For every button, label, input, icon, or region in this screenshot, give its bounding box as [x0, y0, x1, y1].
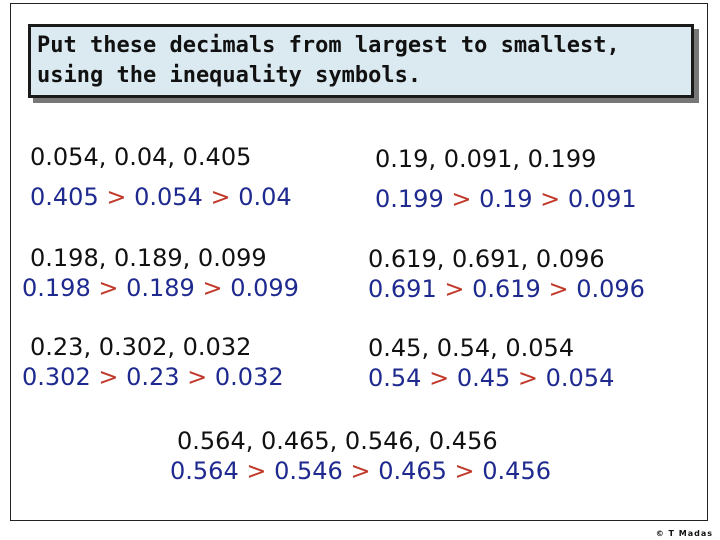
ordered-value: 0.405: [30, 183, 99, 211]
problem-question: 0.23, 0.302, 0.032: [30, 333, 252, 361]
copyright-label: © T Madas: [655, 529, 713, 538]
problem-question: 0.19, 0.091, 0.199: [375, 145, 597, 173]
problem-7: [170, 426, 551, 486]
ordered-value: 0.189: [126, 274, 195, 302]
ordered-value: 0.691: [368, 275, 437, 303]
greater-than-symbol: >: [342, 457, 379, 485]
ordered-value: 0.054: [545, 364, 615, 392]
ordered-value: 0.546: [274, 457, 343, 485]
ordered-value: 0.096: [576, 275, 645, 303]
problem-5: [22, 332, 284, 392]
instruction-line-2: using the inequality symbols.: [37, 63, 422, 88]
problem-1: [30, 142, 292, 212]
ordered-value: 0.032: [214, 363, 284, 391]
problem-2: [375, 144, 637, 214]
greater-than-symbol: >: [98, 183, 135, 211]
ordered-value: 0.45: [456, 364, 511, 392]
ordered-value: 0.04: [238, 183, 292, 211]
problem-question: 0.619, 0.691, 0.096: [368, 245, 605, 273]
greater-than-symbol: >: [90, 274, 127, 302]
problem-question: 0.564, 0.465, 0.546, 0.456: [177, 427, 498, 455]
greater-than-symbol: >: [90, 363, 127, 391]
problem-answer: [22, 273, 299, 303]
greater-than-symbol: >: [443, 185, 480, 213]
problem-4: [368, 244, 645, 304]
ordered-value: 0.054: [134, 183, 203, 211]
ordered-value: 0.54: [368, 364, 422, 392]
ordered-value: 0.23: [126, 363, 180, 391]
ordered-value: 0.456: [482, 457, 551, 485]
greater-than-symbol: >: [540, 275, 577, 303]
problem-answer: [170, 456, 551, 486]
greater-than-symbol: >: [179, 363, 215, 391]
problem-answer: [368, 274, 645, 304]
problem-6: [368, 333, 614, 393]
problem-question: 0.054, 0.04, 0.405: [30, 143, 252, 171]
greater-than-symbol: >: [194, 274, 231, 302]
problem-answer: [30, 182, 292, 212]
ordered-value: 0.465: [378, 457, 447, 485]
instruction-line-1: Put these decimals from largest to smallest,: [37, 33, 620, 58]
greater-than-symbol: >: [532, 185, 568, 213]
ordered-value: 0.099: [230, 274, 299, 302]
ordered-value: 0.619: [472, 275, 541, 303]
ordered-value: 0.19: [479, 185, 533, 213]
problem-answer: [368, 363, 614, 393]
ordered-value: 0.302: [22, 363, 91, 391]
greater-than-symbol: >: [421, 364, 457, 392]
greater-than-symbol: >: [238, 457, 275, 485]
instruction-box: [28, 24, 694, 98]
ordered-value: 0.564: [170, 457, 239, 485]
greater-than-symbol: >: [436, 275, 473, 303]
problem-answer: [375, 184, 637, 214]
greater-than-symbol: >: [202, 183, 239, 211]
problem-question: 0.198, 0.189, 0.099: [30, 244, 267, 272]
problem-question: 0.45, 0.54, 0.054: [368, 334, 575, 362]
problem-3: [22, 243, 299, 303]
ordered-value: 0.091: [567, 185, 637, 213]
ordered-value: 0.199: [375, 185, 444, 213]
problem-answer: [22, 362, 284, 392]
instruction-text: [37, 31, 685, 91]
ordered-value: 0.198: [22, 274, 91, 302]
greater-than-symbol: >: [510, 364, 546, 392]
greater-than-symbol: >: [446, 457, 483, 485]
